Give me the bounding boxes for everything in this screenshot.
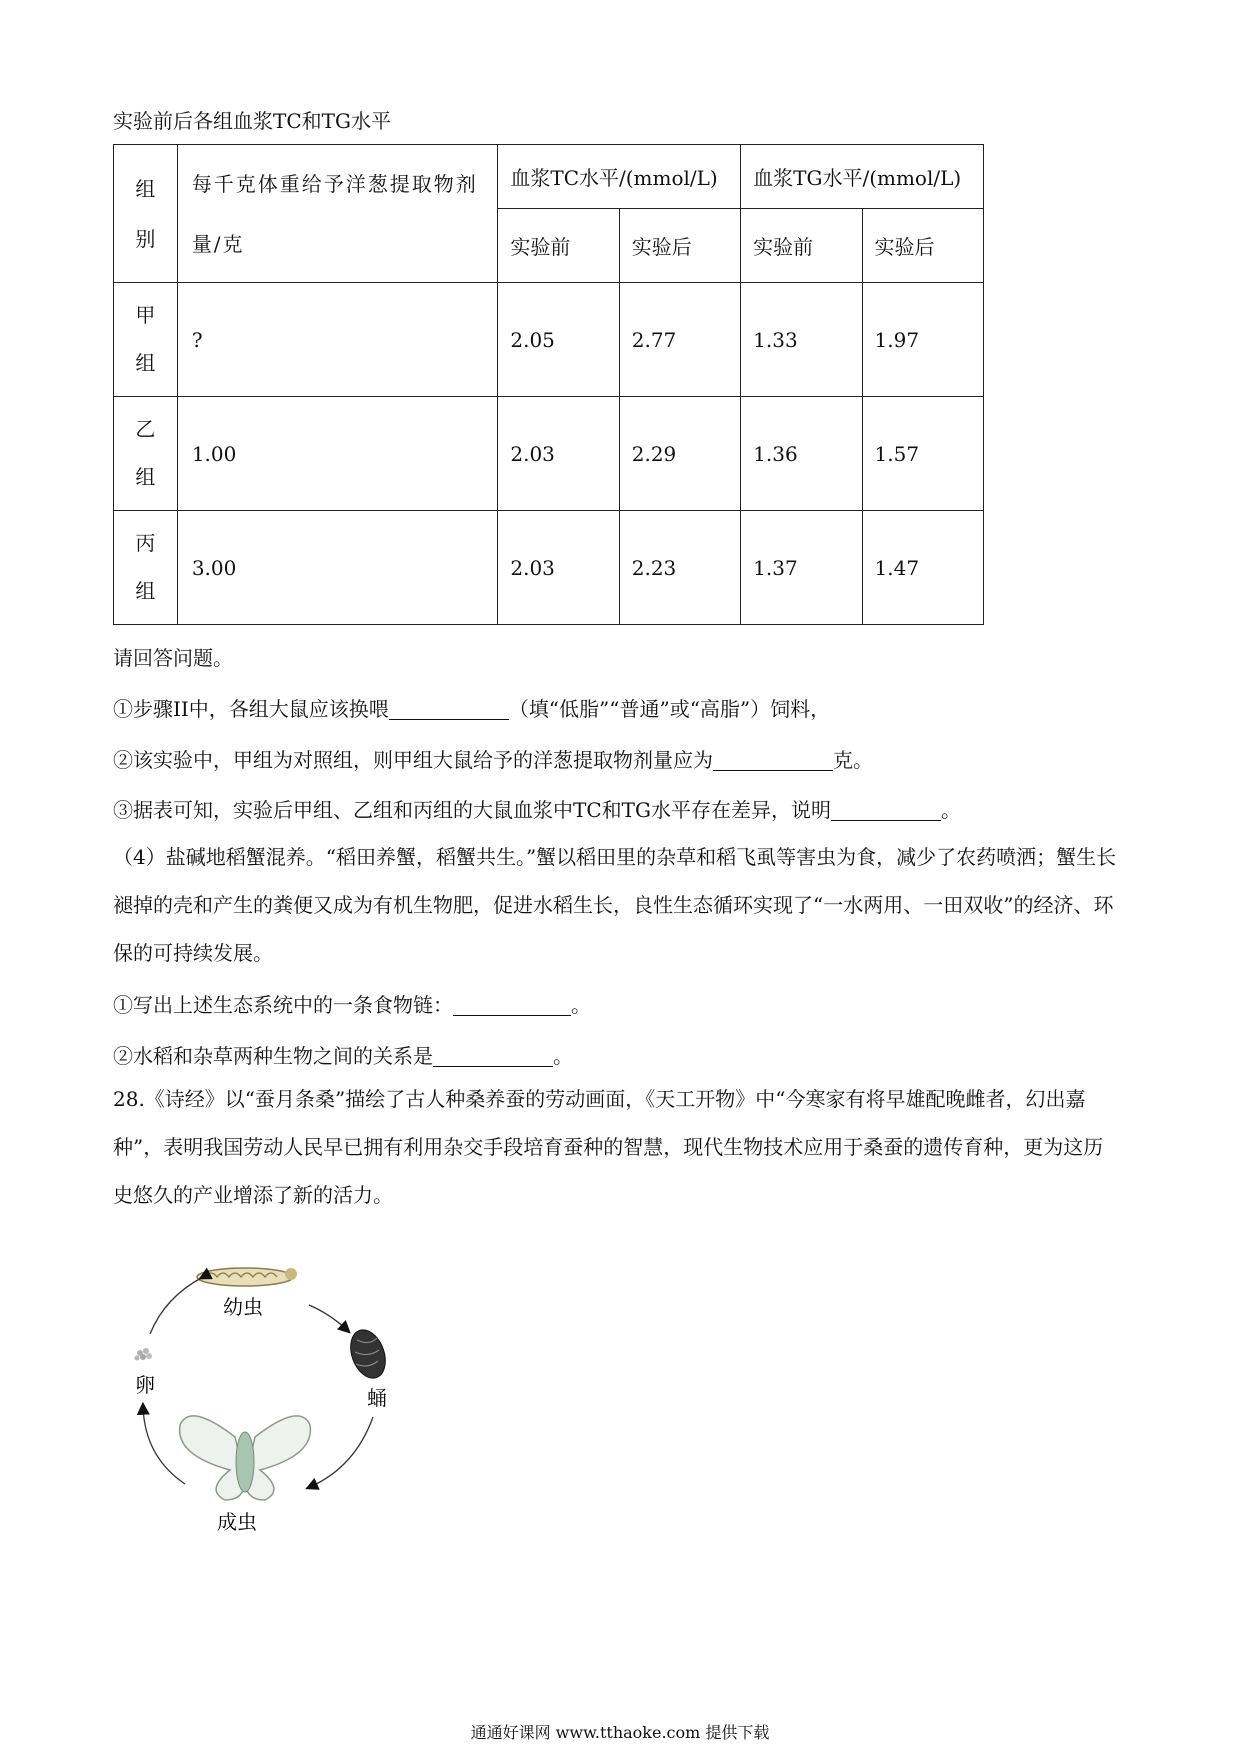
row-group: 丙组 (114, 511, 178, 625)
answer-blank[interactable] (453, 993, 571, 1016)
pupa-label: 蛹 (367, 1386, 387, 1410)
paragraph-28: 28.《诗经》以“蚕月条桑”描绘了古人种桑养蚕的劳动画面，《天工开物》中“今寒家有将早雄配晚雌者，幻出嘉种”，表明我国劳动人民早已拥有利用杂交手段培育蚕种的智慧，现代生物技术应用于桑蚕的遗传育种，更为这历史悠久的产业增添了新的活力。 (113, 1087, 1104, 1207)
row-tc-before: 2.05 (498, 283, 619, 397)
row-group: 甲组 (114, 283, 178, 397)
paragraph-4: （4）盐碱地稻蟹混养。“稻田养蟹，稻蟹共生。”蟹以稻田里的杂草和稻飞虱等害虫为食，减少了农药喷洒；蟹生长褪掉的壳和产生的粪便又成为有机生物肥，促进水稻生长，良性生态循环实现了“一水两用、一田双收”的经济、环保的可持续发展。 (113, 845, 1117, 965)
answer-blank[interactable] (433, 1044, 553, 1067)
eggs-icon (135, 1348, 153, 1361)
table-row (114, 283, 984, 397)
answer-blank[interactable] (389, 697, 509, 720)
header-tc: 血浆TC水平/(mmol/L) (498, 145, 741, 209)
table-caption: 实验前后各组血浆TC和TG水平 (113, 109, 391, 133)
question-2: ②该实验中，甲组为对照组，则甲组大鼠给予的洋葱提取物剂量应为 克。 (113, 748, 873, 772)
pupa-icon (344, 1325, 391, 1383)
row-tg-before: 1.37 (741, 511, 862, 625)
data-table (113, 144, 984, 625)
question-4-2: ②水稻和杂草两种生物之间的关系是 。 (113, 1044, 573, 1068)
adult-label: 成虫 (217, 1510, 257, 1534)
larva-label: 幼虫 (223, 1295, 263, 1319)
row-tg-after: 1.57 (862, 397, 983, 511)
row-tc-before: 2.03 (498, 511, 619, 625)
header-dose: 每千克体重给予洋葱提取物剂量/克 (177, 145, 498, 283)
table-row (114, 511, 984, 625)
row-tc-before: 2.03 (498, 397, 619, 511)
row-tg-before: 1.33 (741, 283, 862, 397)
larva-icon (197, 1268, 297, 1286)
row-tg-after: 1.47 (862, 511, 983, 625)
row-group: 乙组 (114, 397, 178, 511)
header-tg: 血浆TG水平/(mmol/L) (741, 145, 984, 209)
arrow-egg-to-larva (150, 1277, 203, 1334)
question-3: ③据表可知，实验后甲组、乙组和丙组的大鼠血浆中TC和TG水平存在差异，说明 。 (113, 798, 961, 822)
answer-blank[interactable] (831, 798, 941, 821)
row-dose: 1.00 (177, 397, 498, 511)
header-tc-before: 实验前 (498, 209, 619, 283)
header-tc-after: 实验后 (619, 209, 740, 283)
row-tg-before: 1.36 (741, 397, 862, 511)
table-row (114, 397, 984, 511)
question-1: ①步骤II中，各组大鼠应该换喂 （填“低脂”“普通”或“高脂”）饲料， (113, 697, 831, 721)
footer: 通通好课网 www.tthaoke.com 提供下载 (470, 1723, 770, 1742)
row-tc-after: 2.23 (619, 511, 740, 625)
row-dose: 3.00 (177, 511, 498, 625)
moth-icon (180, 1416, 311, 1500)
silkworm-lifecycle-diagram (125, 1252, 425, 1542)
row-tg-after: 1.97 (862, 283, 983, 397)
row-dose: ? (177, 283, 498, 397)
egg-label: 卵 (135, 1373, 155, 1397)
questions-intro: 请回答问题。 (113, 646, 233, 670)
arrow-larva-to-pupa (309, 1305, 347, 1330)
header-tg-before: 实验前 (741, 209, 862, 283)
answer-blank[interactable] (713, 748, 833, 771)
arrow-adult-to-egg (143, 1407, 185, 1484)
question-4-1: ①写出上述生态系统中的一条食物链： 。 (113, 993, 591, 1017)
row-tc-after: 2.29 (619, 397, 740, 511)
arrow-pupa-to-adult (310, 1417, 373, 1487)
row-tc-after: 2.77 (619, 283, 740, 397)
header-tg-after: 实验后 (862, 209, 983, 283)
header-group: 组别 (114, 145, 178, 283)
